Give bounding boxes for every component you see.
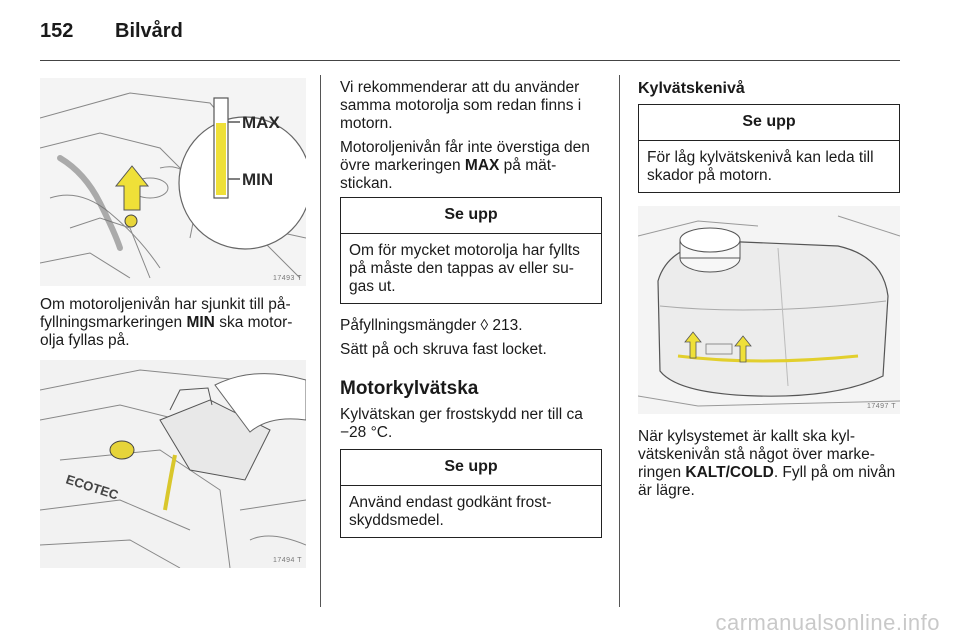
coolant-reservoir-drawing [638,206,900,414]
warning-text: Om för mycket motorolja har fyllts på måste den tappas av eller su-gas ut. [349,242,580,295]
warning-box-oil [340,197,602,304]
column-divider [619,75,620,607]
header-rule [40,60,900,61]
para-line: olja fyllas på. [40,332,130,349]
dipstick-illustration [40,78,306,286]
oil-bottle-drawing [40,360,306,568]
para-line: fyllningsmarkeringen [40,314,187,331]
para-line: ska motor- [214,314,293,331]
antifreeze-paragraph [340,406,606,442]
text: Motoroljenivån får inte överstiga den övre markeringen [340,139,590,174]
max-label: MAX [242,113,280,132]
middle-column-lower [340,317,606,359]
warning-box-coolant [638,104,900,193]
max-term: MAX [464,157,500,174]
text: När kylsystemet är kallt ska kyl-vätskenivån stå något över marke-ringen [638,428,875,481]
warning-text: För låg kylvätskenivå kan leda till skador på motorn. [647,149,874,184]
min-term: MIN [186,314,215,331]
figure-code: 17494 T [272,557,302,564]
recommend-paragraph: Vi rekommenderar att du använder samma motorolja som redan finns i motorn. [340,79,582,132]
kalt-cold-term: KALT/COLD [685,464,774,481]
warning-box-antifreeze [340,449,602,538]
para-line: Om motoroljenivån har sjunkit till på- [40,296,291,313]
middle-column [340,79,606,193]
page-number: 152 [40,20,74,42]
warning-title: Se upp [639,105,899,141]
figure-code: 17497 T [866,403,896,410]
column-divider [320,75,321,607]
min-refill-paragraph [40,296,308,350]
fill-amounts-paragraph: Påfyllningsmängder ◊ 213. [340,317,523,334]
warning-text: Använd endast godkänt frost-skyddsmedel. [349,494,552,529]
oil-filling-illustration [40,360,306,568]
kalt-cold-paragraph [638,428,900,500]
min-label: MIN [242,170,274,189]
text: på mät-stickan. [340,157,557,192]
warning-title: Se upp [341,198,601,234]
warning-title: Se upp [341,450,601,486]
text: . Fyll på om nivån är lägre. [638,464,896,499]
ecotec-label: ECOTEC [64,471,121,503]
coolant-heading: Motorkylvätska [340,378,479,399]
cap-paragraph: Sätt på och skruva fast locket. [340,341,547,358]
page-title: Bilvård [115,20,183,42]
watermark: carmanualsonline.info [715,610,940,635]
coolant-tank-illustration [638,206,900,414]
figure-code: 17493 T [272,275,302,282]
coolant-level-heading: Kylvätskenivå [638,80,745,97]
antifreeze-text: Kylvätskan ger frostskydd ner till ca −28 °C. [340,406,583,441]
max-paragraph [340,139,606,193]
